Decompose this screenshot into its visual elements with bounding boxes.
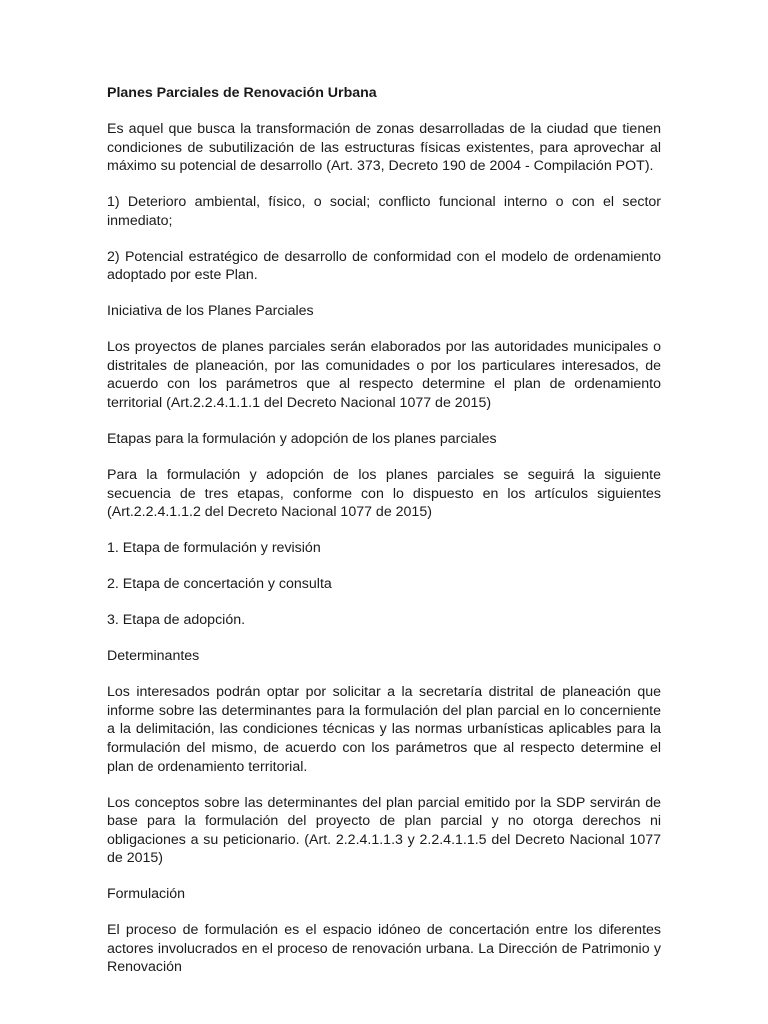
paragraph-item-1: 1) Deterioro ambiental, físico, o social; conflicto funcional interno o con el sector inmediato; (107, 194, 661, 229)
section-heading-iniciativa: Iniciativa de los Planes Parciales (107, 303, 314, 320)
paragraph-formulacion: El proceso de formulación es el espacio idóneo de concertación entre los diferentes actores involucrados en el proceso de renovación urbana. La Dirección de Patrimonio y Renovación (107, 922, 661, 976)
paragraph-item-2: 2) Potencial estratégico de desarrollo de conformidad con el modelo de ordenamiento adoptado por este Plan. (107, 248, 661, 284)
list-item-etapa-2: 2. Etapa de concertación y consulta (107, 576, 332, 593)
paragraph-determinantes-1: Los interesados podrán optar por solicitar a la secretaría distrital de planeación que informe sobre las determinantes para la formulación del plan parcial en lo concerniente a la delimitación, las condiciones técnicas y las normas urbanísticas aplicables para la formulación del mismo, de acuerdo con los parámetros que al respecto determine el plan de ordenamiento territorial. (107, 684, 661, 775)
section-heading-formulacion: Formulación (107, 886, 186, 903)
list-item-etapa-1: 1. Etapa de formulación y revisión (107, 540, 321, 557)
paragraph-etapas: Para la formulación y adopción de los planes parciales se seguirá la siguiente secuencia de tres etapas, conforme con lo dispuesto en los artículos siguientes (Art.2.2.4.1.1.2 del Decreto Nacional 1077 de 2015) (107, 467, 661, 521)
document-title: Planes Parciales de Renovación Urbana (107, 85, 377, 101)
paragraph-iniciativa: Los proyectos de planes parciales serán elaborados por las autoridades municipales o distritales de planeación, por las comunidades o por los particulares interesados, de acuerdo con los parámetros que al respecto determine el plan de ordenamiento territorial (Art.2.2.4.1.1.1 del Decreto Nacional 1077 de 2015) (107, 339, 661, 412)
section-heading-determinantes: Determinantes (107, 648, 200, 665)
list-item-etapa-3: 3. Etapa de adopción. (107, 612, 246, 629)
paragraph-definition: Es aquel que busca la transformación de zonas desarrolladas de la ciudad que tienen condiciones de subutilización de las estructuras físicas existentes, para aprovechar al máximo su potencial de desarrollo (Art. 373, Decreto 190 de 2004 - Compilación POT). (107, 120, 661, 175)
document-body (107, 84, 661, 994)
section-heading-etapas: Etapas para la formulación y adopción de los planes parciales (107, 431, 497, 448)
paragraph-determinantes-2: Los conceptos sobre las determinantes del plan parcial emitido por la SDP servirán de base para la formulación del proyecto de plan parcial y no otorga derechos ni obligaciones a su peticionario. (Art. 2.2.4.1.1.3 y 2.2.4.1.1.5 del Decreto Nacional 1077 de 2015) (107, 794, 661, 867)
